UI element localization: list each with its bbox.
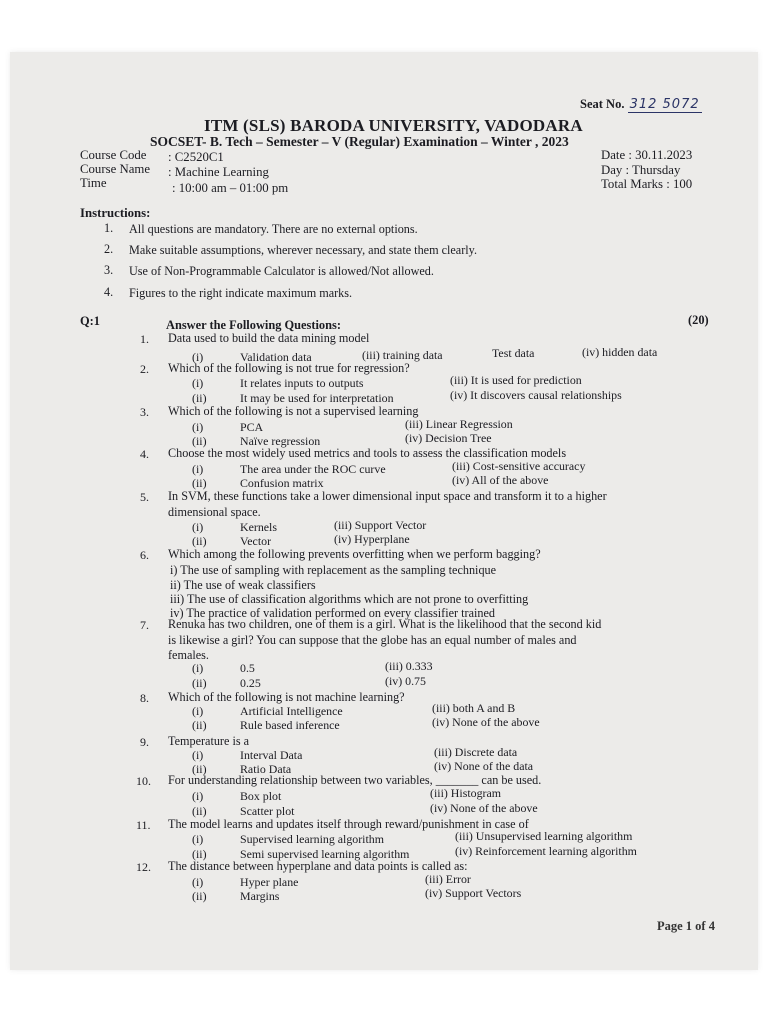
option-text: (iii) 0.333 (385, 659, 433, 673)
instruction-number: 2. (104, 241, 114, 256)
question-text: Data used to build the data mining model (168, 331, 370, 345)
option-text: Validation data (240, 350, 312, 364)
instructions-heading: Instructions: (80, 206, 151, 220)
option-text: 0.25 (240, 676, 261, 690)
option-label: (ii) (192, 889, 207, 903)
option-text: (iii) Support Vector (334, 518, 427, 532)
option-text: (iv) It discovers causal relationships (450, 388, 622, 402)
option-text: Artificial Intelligence (240, 704, 343, 718)
option-text: (iii) Discrete data (434, 745, 518, 759)
option-text: Margins (240, 889, 280, 903)
seat-number (580, 97, 702, 112)
question-text: ii) The use of weak classifiers (170, 578, 316, 592)
option-label: (i) (192, 376, 204, 390)
option-text: PCA (240, 420, 264, 434)
option-text: (iv) Decision Tree (405, 431, 492, 445)
option-text: (iv) None of the above (430, 801, 538, 815)
option-label: (ii) (192, 534, 207, 548)
option-text: Supervised learning algorithm (240, 832, 384, 846)
option-text: (iv) 0.75 (385, 674, 426, 688)
option-label: (i) (192, 704, 204, 718)
q1-label: Q:1 (80, 314, 100, 328)
option-text: Scatter plot (240, 804, 295, 818)
question-text: Temperature is a (168, 734, 250, 748)
option-text: It relates inputs to outputs (240, 376, 364, 390)
course-name-value: : Machine Learning (168, 165, 269, 179)
question-text: Which among the following prevents overfitting when we perform bagging? (168, 547, 541, 561)
option-text: Confusion matrix (240, 476, 324, 490)
option-text: (iv) Hyperplane (334, 532, 410, 546)
instruction-number: 3. (104, 263, 114, 277)
option-text: (iii) training data (362, 348, 443, 362)
option-text: (iii) Histogram (430, 786, 502, 800)
option-text: Hyper plane (240, 875, 299, 889)
instruction-text: Figures to the right indicate maximum marks. (129, 285, 353, 300)
option-label: (i) (192, 350, 204, 364)
option-text: Test data (492, 346, 535, 360)
option-label: (i) (192, 875, 204, 889)
option-label: (i) (192, 748, 204, 762)
university-title: ITM (SLS) BARODA UNIVERSITY, VADODARA (204, 116, 583, 135)
page-footer: Page 1 of 4 (657, 919, 715, 933)
instruction-number: 1. (104, 221, 114, 235)
instruction-text: Use of Non-Programmable Calculator is allowed/Not allowed. (129, 264, 434, 278)
exam-day: Day : Thursday (601, 163, 681, 177)
option-text: (iii) both A and B (432, 701, 516, 715)
question-text: Renuka has two children, one of them is a girl. What is the likelihood that the second kid (168, 617, 602, 631)
option-label: (i) (192, 462, 204, 476)
question-text: In SVM, these functions take a lower dimensional input space and transform it to a higher (168, 489, 607, 503)
question-text: Which of the following is not true for regression? (168, 361, 410, 375)
question-number: 2. (140, 362, 149, 376)
question-text: females. (168, 648, 209, 662)
option-text: Naïve regression (240, 434, 321, 448)
question-text: For understanding relationship between two variables, _______ can be used. (168, 773, 542, 787)
question-text: iv) The practice of validation performed on every classifier trained (170, 606, 495, 620)
question-number: 10. (136, 774, 151, 788)
question-text: iii) The use of classification algorithms which are not prone to overfitting (170, 592, 529, 606)
option-text: (iv) None of the above (432, 715, 540, 729)
option-label: (i) (192, 832, 204, 846)
instruction-text: All questions are mandatory. There are no external options. (129, 222, 418, 236)
course-code-value: : C2520C1 (168, 150, 224, 164)
option-label: (ii) (192, 391, 207, 405)
option-text: (iii) Error (425, 872, 471, 886)
instruction-number: 4. (104, 284, 114, 299)
question-text: Which of the following is not a supervised learning (168, 404, 419, 418)
option-label: (ii) (192, 476, 207, 490)
question-text: Which of the following is not machine learning? (168, 690, 405, 704)
option-text: The area under the ROC curve (240, 462, 386, 476)
course-code-label: Course Code (80, 148, 147, 162)
option-label: (i) (192, 789, 204, 803)
seat-label: Seat No. (580, 97, 625, 111)
question-number: 1. (140, 332, 149, 346)
seat-value: 312 5072 (629, 97, 700, 112)
exam-date: Date : 30.11.2023 (601, 148, 693, 162)
total-marks: Total Marks : 100 (601, 177, 693, 191)
course-name-label: Course Name (80, 162, 151, 176)
option-text: (iii) Unsupervised learning algorithm (455, 829, 633, 843)
question-number: 6. (140, 548, 149, 562)
option-text: Kernels (240, 520, 277, 534)
option-label: (ii) (192, 762, 207, 776)
question-text: is likewise a girl? You can suppose that the globe has an equal number of males and (168, 633, 577, 647)
question-number: 11. (136, 818, 151, 832)
option-label: (ii) (192, 434, 207, 448)
option-text: It may be used for interpretation (240, 391, 394, 405)
option-text: (iii) Cost-sensitive accuracy (452, 459, 586, 473)
option-text: Semi supervised learning algorithm (240, 847, 410, 861)
time-label: Time (80, 176, 107, 190)
instruction-text: Make suitable assumptions, wherever necessary, and state them clearly. (129, 242, 478, 257)
exam-title: SOCSET- B. Tech – Semester – V (Regular) Examination – Winter , 2023 (150, 134, 569, 149)
q1-heading: Answer the Following Questions: (166, 318, 341, 332)
option-text: (iv) Support Vectors (425, 886, 522, 900)
option-label: (ii) (192, 847, 207, 861)
option-text: Vector (240, 534, 272, 548)
option-text: (iv) All of the above (452, 473, 549, 487)
option-text: (iii) It is used for prediction (450, 373, 582, 387)
question-text: i) The use of sampling with replacement as the sampling technique (170, 563, 497, 577)
question-number: 3. (140, 405, 149, 419)
question-text: Choose the most widely used metrics and tools to assess the classification models (168, 446, 567, 460)
question-number: 8. (140, 691, 149, 705)
question-number: 7. (140, 618, 149, 632)
option-label: (ii) (192, 804, 207, 818)
option-label: (i) (192, 420, 204, 434)
question-number: 4. (140, 447, 149, 461)
option-text: (iv) hidden data (582, 345, 658, 359)
option-text: Interval Data (240, 748, 303, 762)
question-text: The model learns and updates itself through reward/punishment in case of (168, 817, 529, 831)
question-number: 12. (136, 860, 151, 874)
option-text: (iv) None of the data (434, 759, 534, 773)
option-text: Box plot (240, 789, 282, 803)
option-text: Ratio Data (240, 762, 292, 776)
q1-marks: (20) (688, 313, 709, 327)
time-value: : 10:00 am – 01:00 pm (172, 181, 289, 195)
question-number: 5. (140, 490, 149, 504)
option-text: (iv) Reinforcement learning algorithm (455, 844, 637, 858)
option-label: (i) (192, 520, 204, 534)
option-label: (i) (192, 661, 204, 675)
question-number: 9. (140, 735, 149, 749)
question-text: The distance between hyperplane and data points is called as: (168, 859, 468, 873)
option-label: (ii) (192, 718, 207, 732)
option-text: Rule based inference (240, 718, 340, 732)
option-text: (iii) Linear Regression (405, 417, 513, 431)
option-label: (ii) (192, 676, 207, 690)
option-text: 0.5 (240, 661, 255, 675)
question-text: dimensional space. (168, 505, 261, 519)
